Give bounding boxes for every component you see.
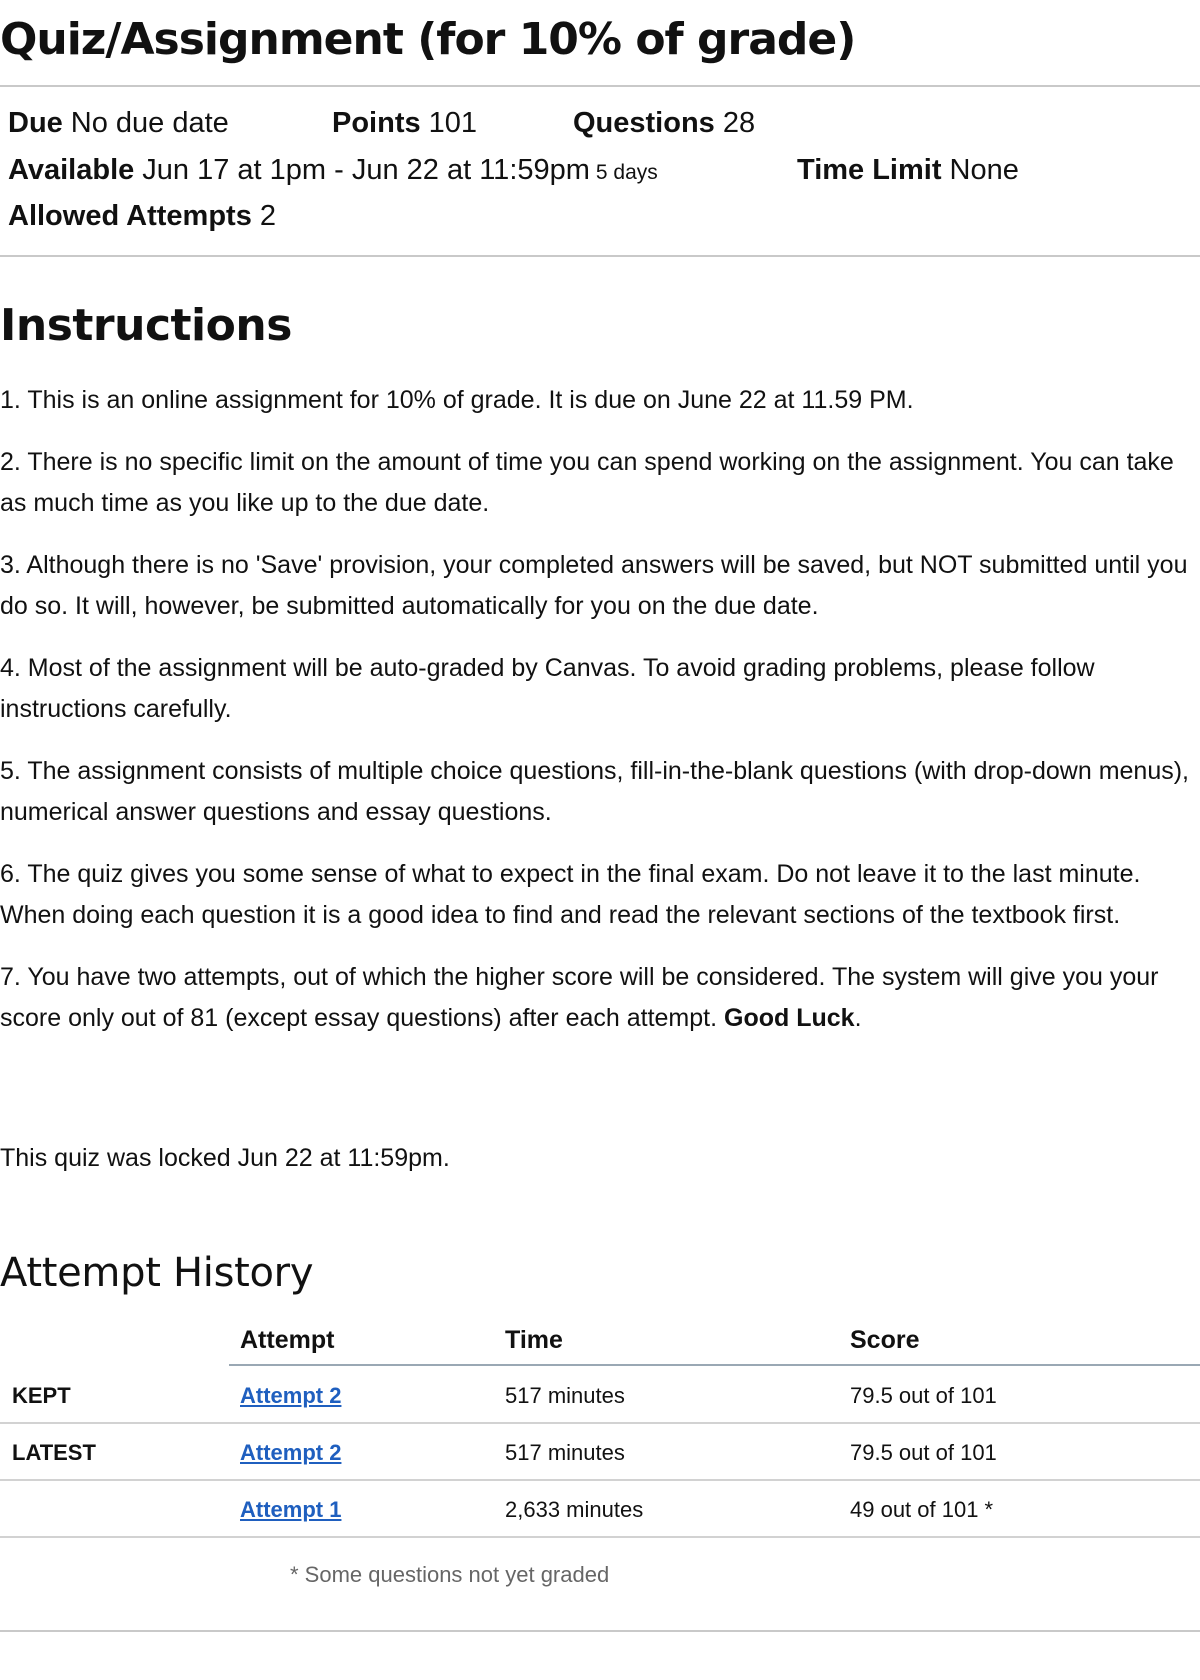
available-duration: 5 days xyxy=(595,161,658,184)
title-divider xyxy=(0,85,1200,87)
instruction-item-7 xyxy=(0,957,1196,1039)
instruction-item-3: 3. Although there is no 'Save' provision, your completed answers will be saved, but NOT submitted until you do so. It will, however, be submitted automatically for you on the due date. xyxy=(0,551,1188,620)
due-label: Due xyxy=(8,107,63,139)
allowed-attempts-value: 2 xyxy=(259,200,276,232)
instruction-item-1: 1. This is an online assignment for 10% of grade. It is due on June 22 at 11.59 PM. xyxy=(0,386,914,414)
available-value: Jun 17 at 1pm - Jun 22 at 11:59pm xyxy=(142,154,590,186)
questions-detail xyxy=(573,104,755,142)
attempt-history-heading: Attempt History xyxy=(0,1250,314,1296)
attempt-link[interactable]: Attempt 2 xyxy=(240,1383,342,1408)
questions-label: Questions xyxy=(573,107,715,139)
attempt-score: 49 out of 101 * xyxy=(850,1497,994,1522)
attempt-status: LATEST xyxy=(12,1440,96,1465)
allowed-attempts-label: Allowed Attempts xyxy=(8,200,252,232)
attempt-table-header xyxy=(0,1320,1200,1362)
instruction-item-5: 5. The assignment consists of multiple choice questions, fill-in-the-blank questions (with drop-down menus), numerical answer questions and essay questions. xyxy=(0,757,1190,826)
instruction-item-2: 2. There is no specific limit on the amount of time you can spend working on the assignment. You can take as much time as you like up to the due date. xyxy=(0,448,1174,517)
table-row xyxy=(0,1424,1200,1478)
available-label: Available xyxy=(8,154,135,186)
instructions-heading: Instructions xyxy=(0,300,292,351)
row-divider xyxy=(0,1536,1200,1538)
time-limit-label: Time Limit xyxy=(797,154,942,186)
time-limit-detail xyxy=(797,151,1019,189)
good-luck-text: Good Luck xyxy=(724,1004,855,1032)
points-detail xyxy=(332,104,477,142)
table-header-divider xyxy=(229,1364,1200,1366)
due-value: No due date xyxy=(70,107,229,139)
good-luck-period: . xyxy=(854,1004,862,1032)
available-detail xyxy=(8,151,658,192)
attempt-time: 2,633 minutes xyxy=(505,1497,644,1522)
attempt-score: 79.5 out of 101 xyxy=(850,1383,997,1408)
instruction-item-6: 6. The quiz gives you some sense of what to expect in the final exam. Do not leave it to the last minute. When doing each question it is a good idea to find and read the relevant sections of the textbook first. xyxy=(0,860,1141,929)
attempt-column-header: Attempt xyxy=(240,1326,335,1354)
points-value: 101 xyxy=(428,107,478,139)
table-row xyxy=(0,1367,1200,1421)
attempt-time: 517 minutes xyxy=(505,1440,625,1465)
grading-footnote: * Some questions not yet graded xyxy=(290,1562,610,1587)
points-label: Points xyxy=(332,107,421,139)
attempt-score: 79.5 out of 101 xyxy=(850,1440,997,1465)
instruction-item-4: 4. Most of the assignment will be auto-graded by Canvas. To avoid grading problems, please follow instructions carefully. xyxy=(0,654,1095,723)
due-detail xyxy=(8,104,229,142)
allowed-attempts-detail xyxy=(8,197,276,235)
attempt-status: KEPT xyxy=(12,1383,71,1408)
time-limit-value: None xyxy=(949,154,1019,186)
attempt-link[interactable]: Attempt 2 xyxy=(240,1440,342,1465)
bottom-divider xyxy=(0,1630,1200,1632)
questions-value: 28 xyxy=(722,107,756,139)
instruction-item-7-text: 7. You have two attempts, out of which the higher score will be considered. The system will give you your score only out of 81 (except essay questions) after each attempt. xyxy=(0,963,1159,1032)
time-column-header: Time xyxy=(505,1326,563,1354)
page-title: Quiz/Assignment (for 10% of grade) xyxy=(0,14,856,65)
attempt-link[interactable]: Attempt 1 xyxy=(240,1497,342,1522)
instructions-list xyxy=(0,380,1196,1060)
score-column-header: Score xyxy=(850,1326,920,1354)
table-row xyxy=(0,1481,1200,1535)
details-divider xyxy=(0,255,1200,257)
attempt-time: 517 minutes xyxy=(505,1383,625,1408)
quiz-locked-note: This quiz was locked Jun 22 at 11:59pm. xyxy=(0,1144,450,1172)
